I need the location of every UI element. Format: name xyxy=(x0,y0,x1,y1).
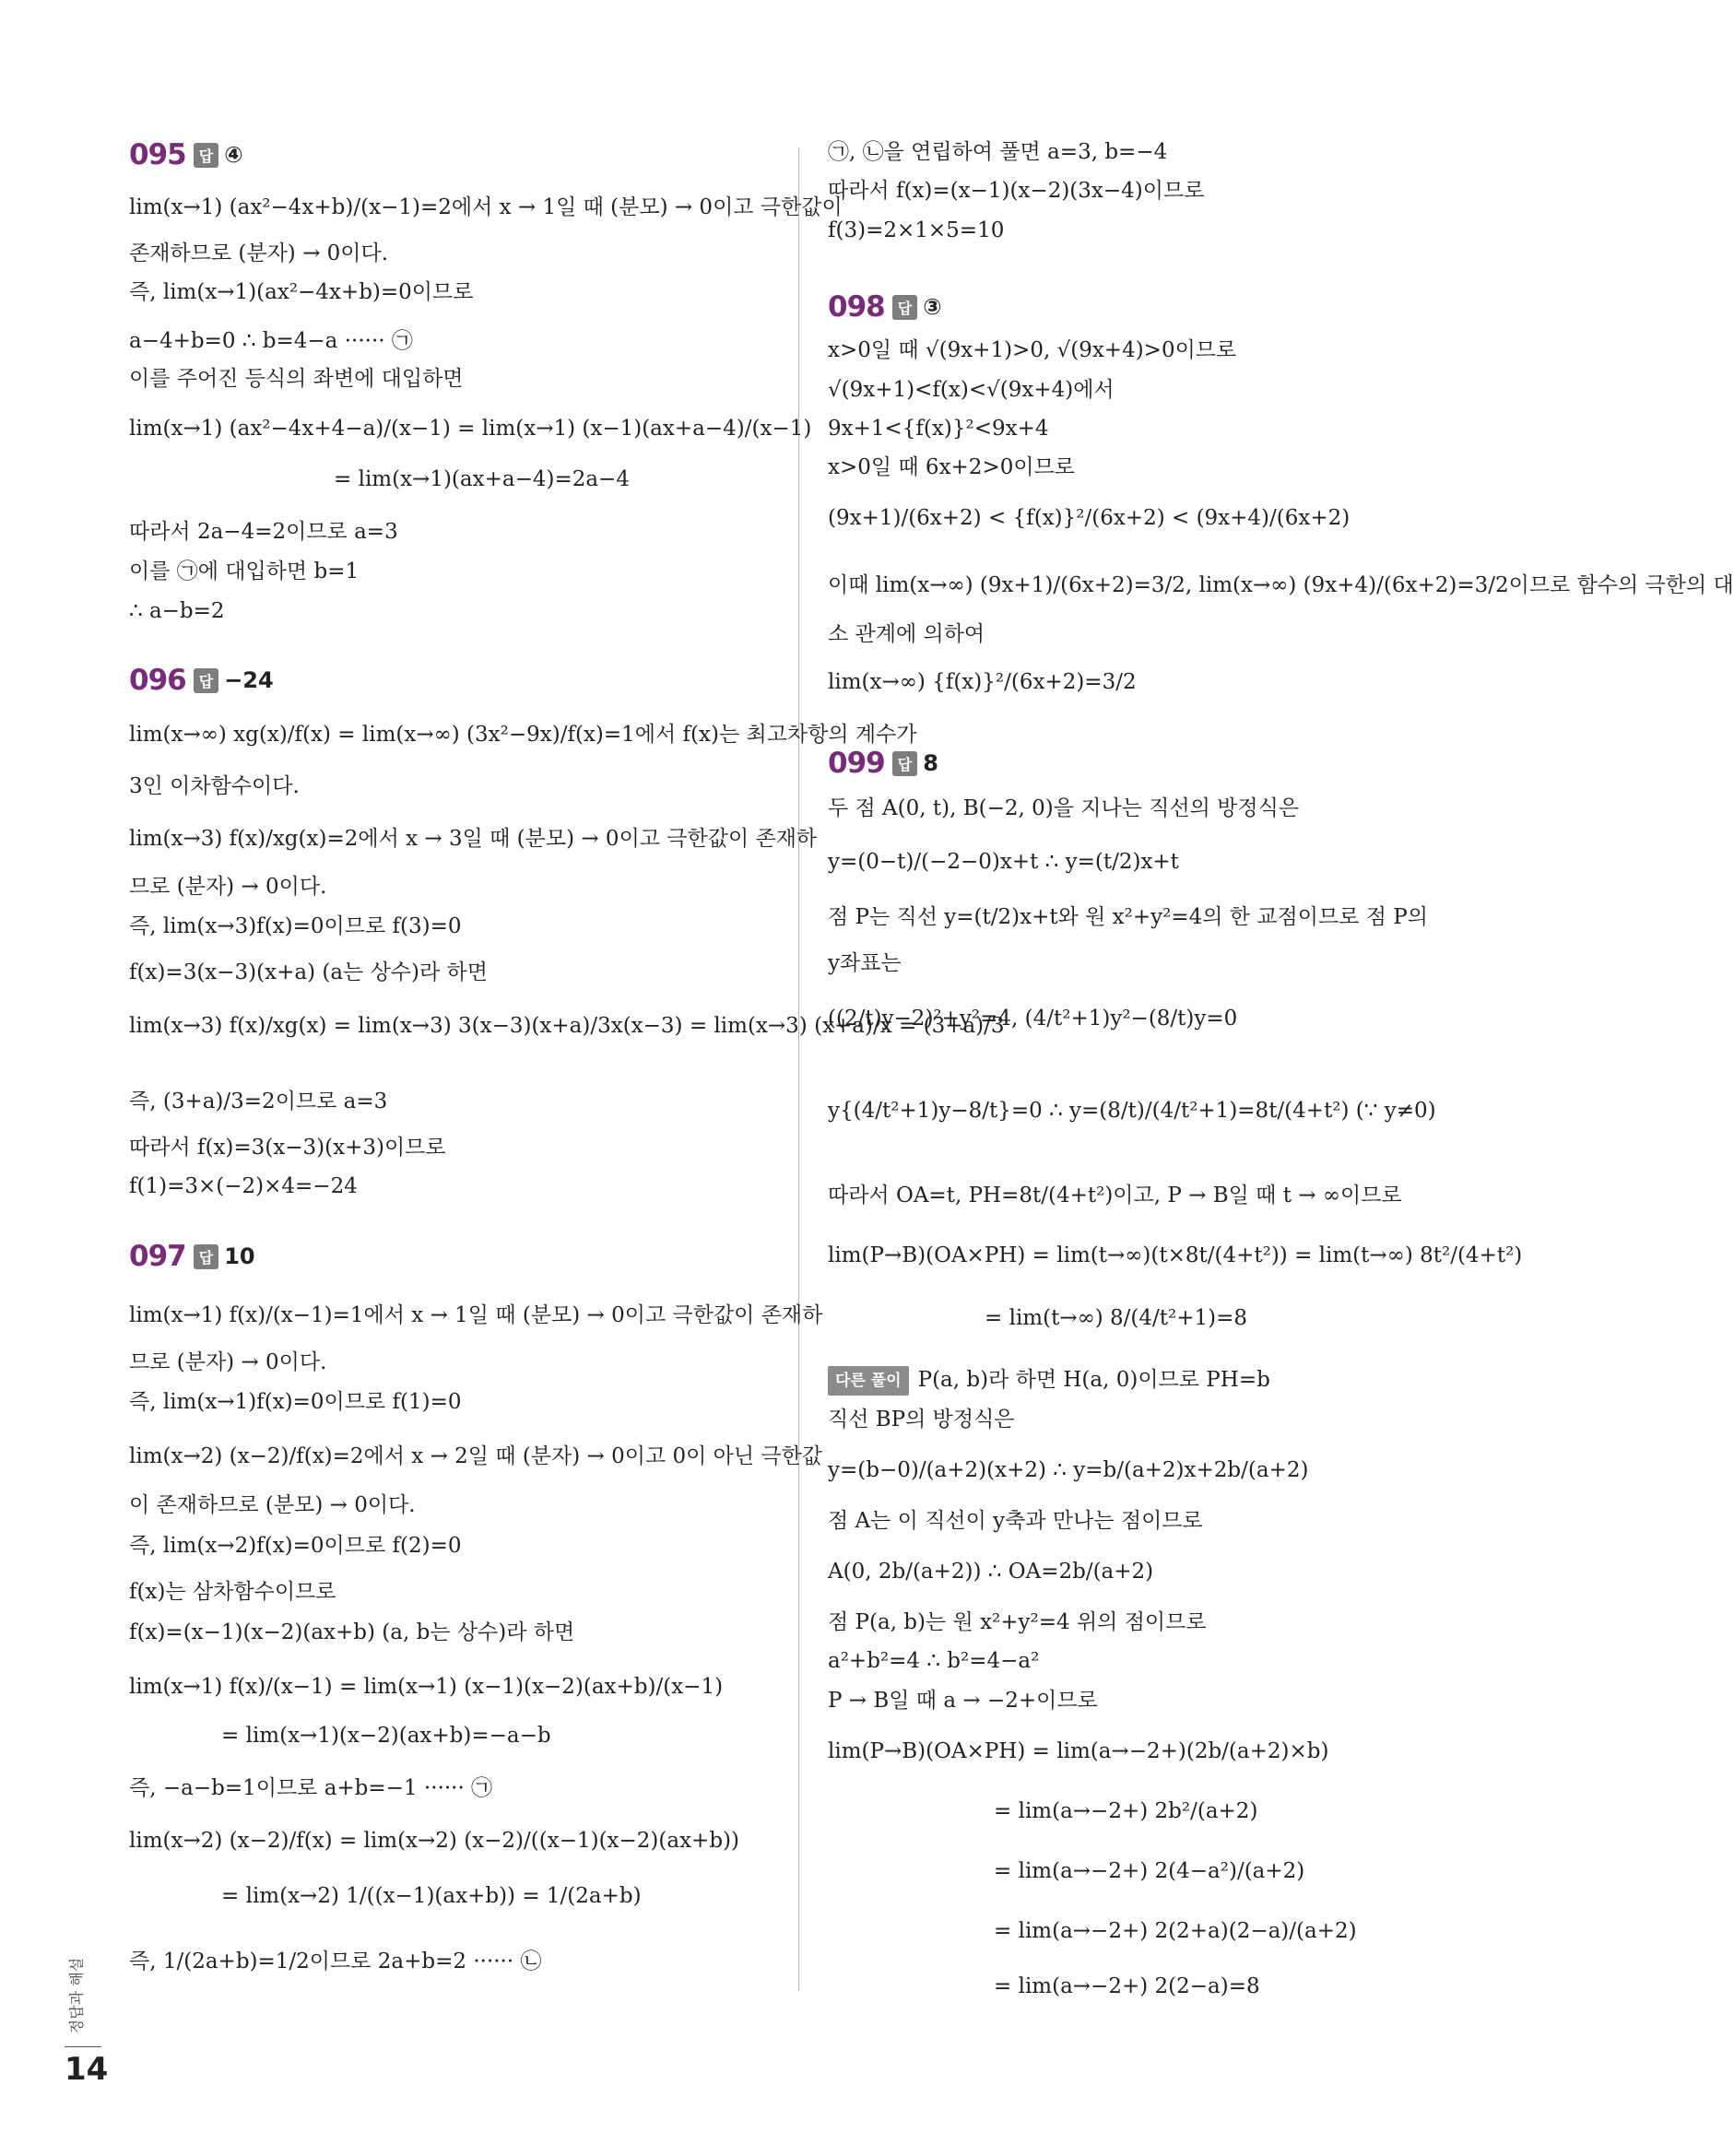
solution-line: 즉, lim(x→3)f(x)=0이므로 f(3)=0 xyxy=(129,914,462,938)
solution-line: y=(0−t)/(−2−0)x+t ∴ y=(t/2)x+t xyxy=(828,850,1179,874)
solution-line: x>0일 때 √(9x+1)>0, √(9x+4)>0이므로 xyxy=(828,338,1237,362)
solution-line: 즉, −a−b=1이므로 a+b=−1 ······ ㉠ xyxy=(129,1776,493,1800)
solution-line: f(x)=(x−1)(x−2)(ax+b) (a, b는 상수)라 하면 xyxy=(129,1620,575,1644)
solution-line: 이를 주어진 등식의 좌변에 대입하면 xyxy=(129,367,464,391)
answer-value: ③ xyxy=(923,294,942,320)
solution-line: f(x)는 삼차함수이므로 xyxy=(129,1580,336,1604)
solution-line: 따라서 2a−4=2이므로 a=3 xyxy=(129,520,398,544)
solution-line: 즉, lim(x→2)f(x)=0이므로 f(2)=0 xyxy=(129,1534,462,1558)
problem-number: 099 xyxy=(828,747,885,780)
solution-line: lim(x→3) f(x)/xg(x) = lim(x→3) 3(x−3)(x+a)/3x(x−3) = lim(x→3) (x+a)/x = (3+a)/3 xyxy=(129,1014,1005,1038)
solution-line: = lim(x→1)(x−2)(ax+b)=−a−b xyxy=(221,1724,551,1748)
solution-line: ∴ a−b=2 xyxy=(129,599,225,623)
solution-line: 3인 이차함수이다. xyxy=(129,774,300,798)
problem-number: 096 xyxy=(129,664,186,697)
solution-line: lim(x→∞) xg(x)/f(x) = lim(x→∞) (3x²−9x)/f(x)=1에서 f(x)는 최고차항의 계수가 xyxy=(129,723,917,747)
solution-line: lim(x→∞) {f(x)}²/(6x+2)=3/2 xyxy=(828,670,1137,694)
solution-line: f(1)=3×(−2)×4=−24 xyxy=(129,1174,358,1198)
solution-line: 점 A는 이 직선이 y축과 만나는 점이므로 xyxy=(828,1509,1203,1533)
solution-line: lim(P→B)(OA×PH) = lim(t→∞)(t×8t/(4+t²)) = lim(t→∞) 8t²/(4+t²) xyxy=(828,1243,1523,1267)
solution-line: 이를 ㉠에 대입하면 b=1 xyxy=(129,560,360,583)
solution-line: lim(x→2) (x−2)/f(x)=2에서 x → 2일 때 (분자) → 0이고 0이 아닌 극한값 xyxy=(129,1444,823,1468)
solution-line: = lim(a→−2+) 2(4−a²)/(a+2) xyxy=(994,1859,1305,1883)
solution-line: 즉, lim(x→1)f(x)=0이므로 f(1)=0 xyxy=(129,1390,462,1414)
solution-line: lim(x→1) f(x)/(x−1)=1에서 x → 1일 때 (분모) → 0이고 극한값이 존재하 xyxy=(129,1303,823,1327)
solution-line: y좌표는 xyxy=(828,951,902,975)
answer-value: ④ xyxy=(224,142,243,168)
solution-line: x>0일 때 6x+2>0이므로 xyxy=(828,455,1076,479)
solution-line: 즉, lim(x→1)(ax²−4x+b)=0이므로 xyxy=(129,280,474,304)
side-section-label xyxy=(65,1950,87,2042)
solution-line: 므로 (분자) → 0이다. xyxy=(129,875,327,899)
solution-line: a²+b²=4 ∴ b²=4−a² xyxy=(828,1649,1040,1673)
solution-line: = lim(x→2) 1/((x−1)(ax+b)) = 1/(2a+b) xyxy=(221,1884,642,1908)
solution-line: 므로 (분자) → 0이다. xyxy=(129,1350,327,1374)
solution-line: 이 존재하므로 (분모) → 0이다. xyxy=(129,1493,416,1517)
page-number: 14 xyxy=(65,2051,109,2088)
solution-line: = lim(t→∞) 8/(4/t²+1)=8 xyxy=(985,1306,1248,1330)
problem-097-header xyxy=(129,1240,255,1280)
solution-line: 점 P(a, b)는 원 x²+y²=4 위의 점이므로 xyxy=(828,1610,1207,1634)
answer-tag: 답 xyxy=(892,295,917,320)
solution-line: 점 P는 직선 y=(t/2)x+t와 원 x²+y²=4의 한 교점이므로 점 P의 xyxy=(828,905,1428,929)
solution-line: 9x+1<{f(x)}²<9x+4 xyxy=(828,417,1049,441)
answer-tag: 답 xyxy=(194,668,218,693)
problem-number: 097 xyxy=(129,1240,186,1273)
answer-value: 10 xyxy=(224,1243,255,1269)
solution-line: 즉, (3+a)/3=2이므로 a=3 xyxy=(129,1090,388,1113)
solution-line: = lim(a→−2+) 2(2−a)=8 xyxy=(994,1974,1260,1998)
solution-line: 소 관계에 의하여 xyxy=(828,622,985,646)
solution-line: A(0, 2b/(a+2)) ∴ OA=2b/(a+2) xyxy=(828,1560,1154,1584)
solution-line: 따라서 f(x)=3(x−3)(x+3)이므로 xyxy=(129,1136,446,1160)
solution-line: f(x)=3(x−3)(x+a) (a는 상수)라 하면 xyxy=(129,960,488,984)
answer-value: 8 xyxy=(923,750,938,776)
solution-line: (9x+1)/(6x+2) < {f(x)}²/(6x+2) < (9x+4)/(6x+2) xyxy=(828,506,1351,530)
side-divider xyxy=(65,2046,101,2047)
alt-solution-label: 다른 풀이 xyxy=(828,1366,909,1396)
solution-line: lim(P→B)(OA×PH) = lim(a→−2+)(2b/(a+2)×b) xyxy=(828,1739,1329,1763)
solution-line: lim(x→3) f(x)/xg(x)=2에서 x → 3일 때 (분모) → 0이고 극한값이 존재하 xyxy=(129,827,818,851)
solution-line: 직선 BP의 방정식은 xyxy=(828,1408,1015,1431)
solution-line: 따라서 OA=t, PH=8t/(4+t²)이고, P → B일 때 t → ∞이므로 xyxy=(828,1184,1402,1208)
alt-solution-line xyxy=(828,1366,1270,1396)
problem-number: 095 xyxy=(129,138,186,171)
problem-099-header xyxy=(828,747,938,787)
solution-line: = lim(a→−2+) 2(2+a)(2−a)/(a+2) xyxy=(994,1919,1357,1943)
answer-tag: 답 xyxy=(194,1244,218,1269)
problem-095-header xyxy=(129,138,243,179)
solution-line: 두 점 A(0, t), B(−2, 0)을 지나는 직선의 방정식은 xyxy=(828,796,1300,820)
answer-tag: 답 xyxy=(892,751,917,776)
solution-line: lim(x→1) (ax²−4x+4−a)/(x−1) = lim(x→1) (x−1)(ax+a−4)/(x−1) xyxy=(129,417,812,441)
solution-line: ((2/t)y−2)²+y²=4, (4/t²+1)y²−(8/t)y=0 xyxy=(828,1007,1238,1031)
solution-line: lim(x→1) f(x)/(x−1) = lim(x→1) (x−1)(x−2)(ax+b)/(x−1) xyxy=(129,1675,724,1699)
solution-line: a−4+b=0 ∴ b=4−a ······ ㉠ xyxy=(129,329,413,353)
solution-line: f(3)=2×1×5=10 xyxy=(828,218,1005,242)
problem-number: 098 xyxy=(828,290,885,324)
answer-value: −24 xyxy=(224,667,274,693)
solution-line: y=(b−0)/(a+2)(x+2) ∴ y=b/(a+2)x+2b/(a+2) xyxy=(828,1458,1309,1482)
problem-098-header xyxy=(828,290,942,331)
solution-line: lim(x→1) (ax²−4x+b)/(x−1)=2에서 x → 1일 때 (분모) → 0이고 극한값이 xyxy=(129,195,843,219)
solution-line: P → B일 때 a → −2+이므로 xyxy=(828,1689,1098,1713)
solution-line: √(9x+1)<f(x)<√(9x+4)에서 xyxy=(828,378,1115,402)
side-label-text: 정답과 해설 xyxy=(67,1957,86,2034)
solution-line: 이때 lim(x→∞) (9x+1)/(6x+2)=3/2, lim(x→∞) (9x+4)/(6x+2)=3/2이므로 함수의 극한의 대 xyxy=(828,573,1734,597)
answer-tag: 답 xyxy=(194,143,218,168)
solution-line: 존재하므로 (분자) → 0이다. xyxy=(129,242,389,265)
solution-line: 즉, 1/(2a+b)=1/2이므로 2a+b=2 ······ ㉡ xyxy=(129,1950,542,1973)
solution-line: y{(4/t²+1)y−8/t}=0 ∴ y=(8/t)/(4/t²+1)=8t/(4+t²) (∵ y≠0) xyxy=(828,1099,1436,1123)
problem-096-header xyxy=(129,664,274,704)
solution-line: ㉠, ㉡을 연립하여 풀면 a=3, b=−4 xyxy=(828,140,1168,164)
solution-line: 따라서 f(x)=(x−1)(x−2)(3x−4)이므로 xyxy=(828,179,1205,203)
solution-line: = lim(a→−2+) 2b²/(a+2) xyxy=(994,1799,1258,1823)
solution-line: = lim(x→1)(ax+a−4)=2a−4 xyxy=(334,467,630,491)
alt-solution-text: P(a, b)라 하면 H(a, 0)이므로 PH=b xyxy=(917,1368,1270,1392)
solution-line: lim(x→2) (x−2)/f(x) = lim(x→2) (x−2)/((x−1)(x−2)(ax+b)) xyxy=(129,1829,739,1853)
